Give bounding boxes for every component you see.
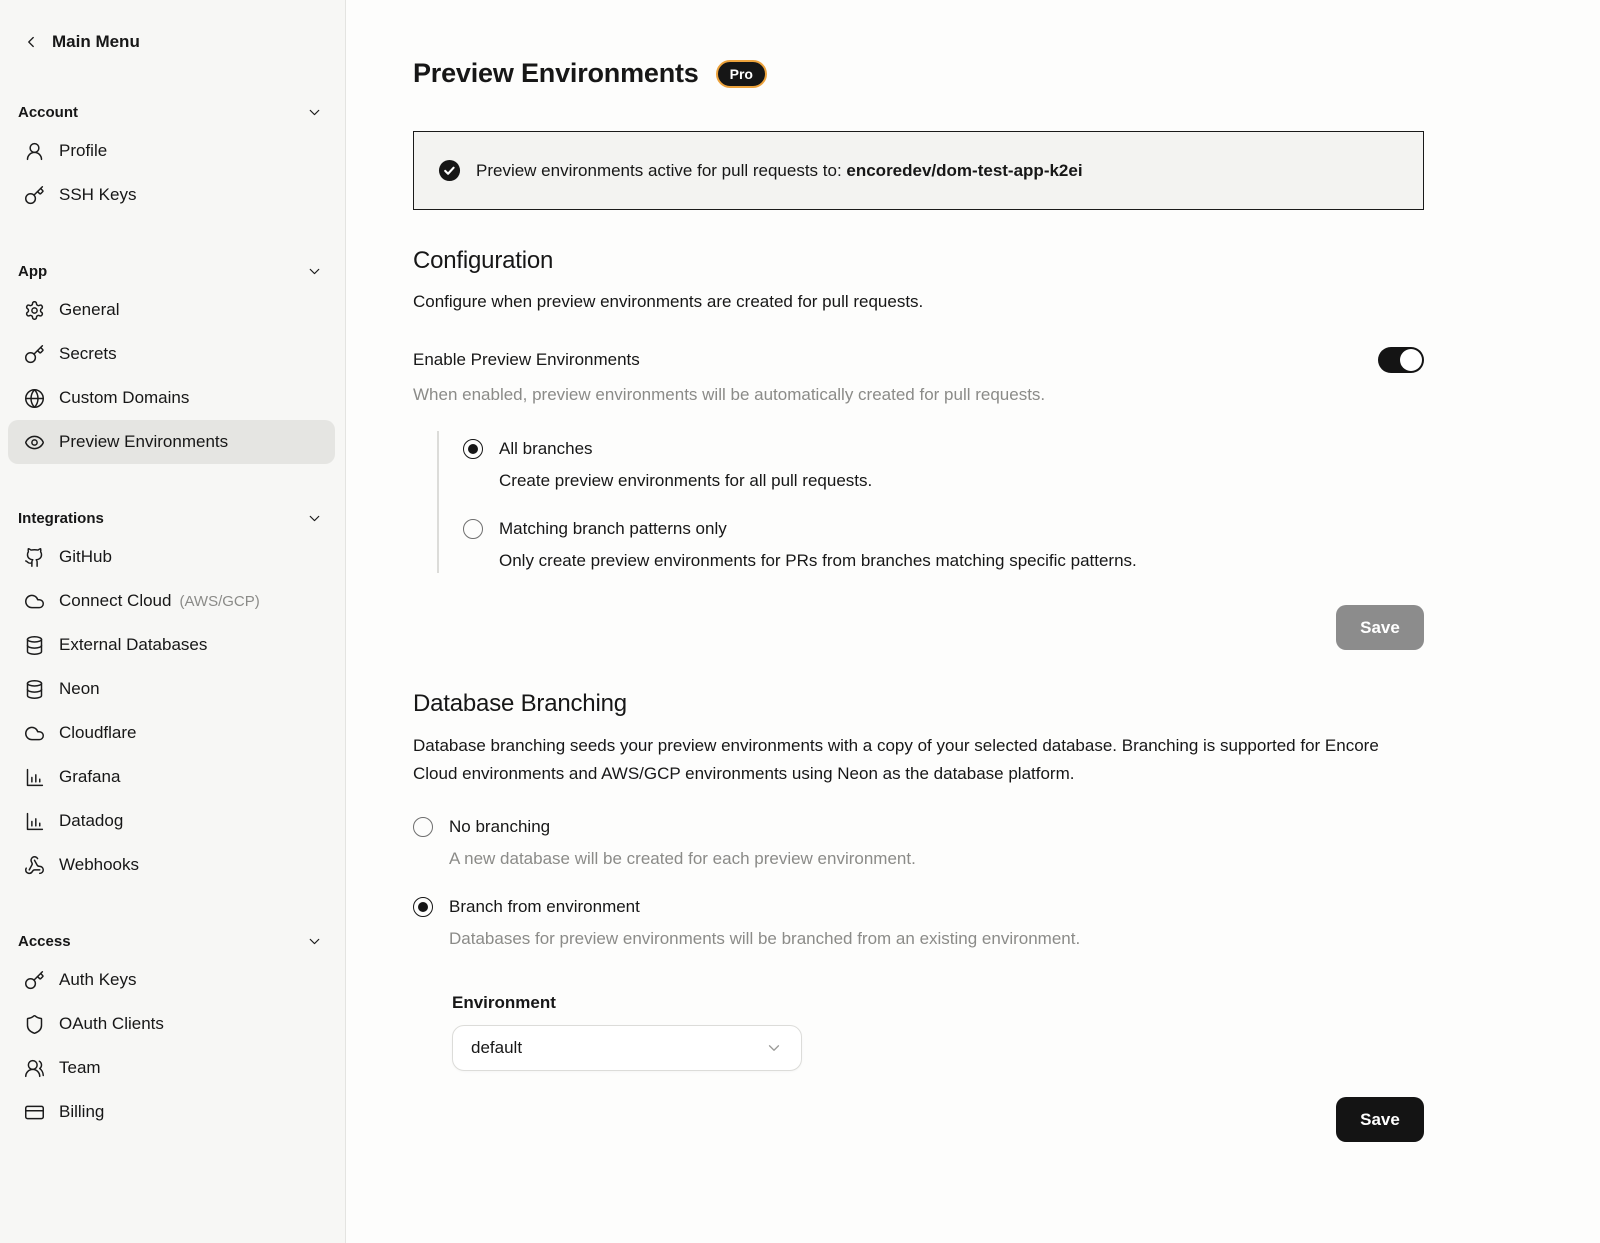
status-banner-text: Preview environments active for pull requests to: encoredev/dom-test-app-k2ei bbox=[476, 160, 1083, 180]
sidebar-item-label: Auth Keys bbox=[59, 970, 137, 989]
sidebar-section-integrations[interactable] bbox=[18, 510, 323, 527]
sidebar-item-datadog[interactable] bbox=[8, 799, 335, 843]
pro-badge: Pro bbox=[716, 60, 767, 88]
key-icon bbox=[24, 344, 45, 365]
sidebar-item-label: Connect Cloud bbox=[59, 591, 172, 610]
main-menu-back-button[interactable] bbox=[0, 26, 345, 58]
sidebar-item-label: OAuth Clients bbox=[59, 1014, 164, 1033]
shield-icon bbox=[24, 1014, 45, 1035]
globe-icon bbox=[24, 388, 45, 409]
sidebar-item-label: Custom Domains bbox=[59, 388, 190, 407]
sidebar-section-account[interactable] bbox=[18, 104, 323, 121]
chevron-left-icon bbox=[22, 33, 40, 51]
sidebar-item-label: Datadog bbox=[59, 811, 124, 830]
environment-select-value: default bbox=[471, 1038, 523, 1058]
credit-card-icon bbox=[24, 1102, 45, 1123]
branch-mode-radio-group bbox=[437, 431, 1424, 573]
page-header bbox=[413, 58, 1424, 89]
sidebar-item-connect-cloud[interactable] bbox=[8, 579, 335, 623]
webhook-icon bbox=[24, 855, 45, 876]
sidebar-item-auth-keys[interactable] bbox=[8, 958, 335, 1002]
radio-branch-from-environment[interactable] bbox=[413, 897, 1424, 917]
bar-chart-icon bbox=[24, 767, 45, 788]
sidebar-section-access[interactable] bbox=[18, 933, 323, 950]
eye-icon bbox=[24, 432, 45, 453]
sidebar-item-label: External Databases bbox=[59, 635, 208, 654]
radio-off-icon[interactable] bbox=[463, 519, 483, 539]
radio-description: Create preview environments for all pull requests. bbox=[499, 471, 873, 491]
database-icon bbox=[24, 635, 45, 656]
radio-description: Only create preview environments for PRs from branches matching specific patterns. bbox=[499, 551, 1137, 571]
database-icon bbox=[24, 679, 45, 700]
sidebar-item-preview-environments[interactable] bbox=[8, 420, 335, 464]
database-branching-save-button[interactable]: Save bbox=[1336, 1097, 1424, 1142]
enable-preview-description: When enabled, preview environments will be automatically created for pull requests. bbox=[413, 385, 1046, 405]
sidebar-item-cloudflare[interactable] bbox=[8, 711, 335, 755]
environment-field bbox=[452, 993, 1424, 1071]
environment-select[interactable] bbox=[452, 1025, 802, 1071]
radio-matching-patterns[interactable] bbox=[463, 519, 1424, 539]
environment-label: Environment bbox=[452, 993, 556, 1013]
user-icon bbox=[24, 141, 45, 162]
database-branching-heading: Database Branching bbox=[413, 690, 627, 718]
radio-no-branching[interactable] bbox=[413, 817, 1424, 837]
database-branching-description: Database branching seeds your preview environments with a copy of your selected database. Branching is supported for Encore Cloud environments and AWS/GCP environments using Neon as the database platform. bbox=[413, 736, 1379, 783]
key-icon bbox=[24, 970, 45, 991]
db-branching-radio-group bbox=[413, 817, 1424, 949]
radio-all-branches[interactable] bbox=[463, 439, 1424, 459]
radio-off-icon[interactable] bbox=[413, 817, 433, 837]
sidebar-item-custom-domains[interactable] bbox=[8, 376, 335, 420]
bar-chart-icon bbox=[24, 811, 45, 832]
sidebar-item-github[interactable] bbox=[8, 535, 335, 579]
radio-on-icon[interactable] bbox=[463, 439, 483, 459]
github-icon bbox=[24, 547, 45, 568]
cloud-icon bbox=[24, 723, 45, 744]
settings-sidebar bbox=[0, 0, 346, 1243]
sidebar-item-label: General bbox=[59, 300, 120, 319]
radio-label: Branch from environment bbox=[449, 897, 640, 917]
radio-label: All branches bbox=[499, 439, 593, 459]
enable-preview-row bbox=[413, 347, 1424, 373]
sidebar-item-label: Secrets bbox=[59, 344, 117, 363]
sidebar-item-label: Preview Environments bbox=[59, 432, 229, 451]
configuration-description: Configure when preview environments are created for pull requests. bbox=[413, 292, 924, 311]
sidebar-item-label: Webhooks bbox=[59, 855, 140, 874]
sidebar-item-suffix: (AWS/GCP) bbox=[179, 592, 260, 610]
key-icon bbox=[24, 185, 45, 206]
sidebar-item-billing[interactable] bbox=[8, 1090, 335, 1134]
section-label: App bbox=[18, 263, 48, 280]
chevron-down-icon bbox=[306, 263, 323, 280]
chevron-down-icon bbox=[306, 510, 323, 527]
radio-on-icon[interactable] bbox=[413, 897, 433, 917]
enable-preview-toggle[interactable] bbox=[1378, 347, 1424, 373]
sidebar-item-general[interactable] bbox=[8, 288, 335, 332]
configuration-heading: Configuration bbox=[413, 247, 554, 274]
radio-description: A new database will be created for each preview environment. bbox=[449, 849, 916, 869]
section-label: Access bbox=[18, 933, 71, 950]
repo-name: encoredev/dom-test-app-k2ei bbox=[846, 160, 1083, 180]
chevron-down-icon bbox=[306, 933, 323, 950]
cloud-icon bbox=[24, 591, 45, 612]
page-title: Preview Environments bbox=[413, 58, 699, 88]
section-label: Account bbox=[18, 104, 78, 121]
gear-icon bbox=[24, 300, 45, 321]
sidebar-item-label: Cloudflare bbox=[59, 723, 137, 742]
sidebar-item-team[interactable] bbox=[8, 1046, 335, 1090]
sidebar-item-label: Profile bbox=[59, 141, 108, 160]
sidebar-item-label: Neon bbox=[59, 679, 100, 698]
sidebar-item-profile[interactable] bbox=[8, 129, 335, 173]
sidebar-item-secrets[interactable] bbox=[8, 332, 335, 376]
users-icon bbox=[24, 1058, 45, 1079]
check-circle-icon bbox=[438, 159, 461, 182]
sidebar-item-neon[interactable] bbox=[8, 667, 335, 711]
main-menu-back-label: Main Menu bbox=[52, 32, 140, 51]
sidebar-section-app[interactable] bbox=[18, 263, 323, 280]
sidebar-item-grafana[interactable] bbox=[8, 755, 335, 799]
sidebar-item-webhooks[interactable] bbox=[8, 843, 335, 887]
radio-label: Matching branch patterns only bbox=[499, 519, 727, 539]
sidebar-item-oauth-clients[interactable] bbox=[8, 1002, 335, 1046]
sidebar-item-label: GitHub bbox=[59, 547, 112, 566]
sidebar-item-label: Grafana bbox=[59, 767, 121, 786]
radio-label: No branching bbox=[449, 817, 551, 837]
radio-description: Databases for preview environments will be branched from an existing environment. bbox=[449, 929, 1081, 949]
chevron-down-icon bbox=[306, 104, 323, 121]
section-label: Integrations bbox=[18, 510, 104, 527]
sidebar-item-label: SSH Keys bbox=[59, 185, 137, 204]
enable-preview-label: Enable Preview Environments bbox=[413, 350, 640, 370]
configuration-save-button[interactable]: Save bbox=[1336, 605, 1424, 650]
status-banner bbox=[413, 131, 1424, 210]
sidebar-item-ssh-keys[interactable] bbox=[8, 173, 335, 217]
sidebar-item-label: Billing bbox=[59, 1102, 105, 1121]
sidebar-item-label: Team bbox=[59, 1058, 101, 1077]
chevron-down-icon bbox=[765, 1039, 783, 1057]
sidebar-item-external-databases[interactable] bbox=[8, 623, 335, 667]
main-panel bbox=[346, 0, 1600, 1243]
